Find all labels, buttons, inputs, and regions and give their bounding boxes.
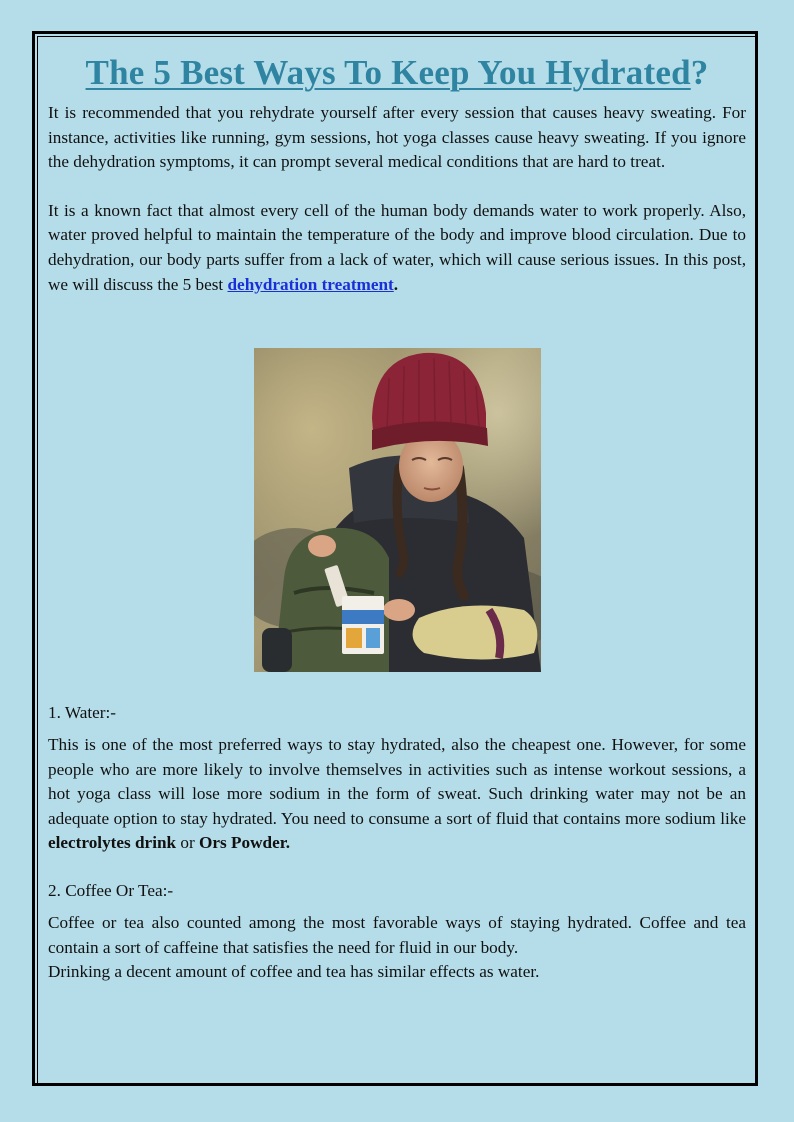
document-body bbox=[48, 44, 746, 297]
section-coffee-heading bbox=[48, 879, 746, 903]
page-title-text: The 5 Best Ways To Keep You Hydrated bbox=[85, 53, 691, 92]
section-water-text: This is one of the most preferred ways to stay hydrated, also the cheapest one. However, for some people who are more likely to involve themselves in activities such as intense workout sessions, a hot yoga class will lose more sodium in the form of sweat. Such drinking water may not be an adequate option to stay hydrated. You need to consume a sort of fluid that contains more sodium like bbox=[48, 735, 746, 828]
ors-powder-text: Ors Powder. bbox=[199, 833, 291, 853]
section-water-heading bbox=[48, 701, 746, 725]
dehydration-treatment-link[interactable]: dehydration treatment bbox=[227, 274, 394, 294]
section-coffee-paragraph: Coffee or tea also counted among the most favorable ways of staying hydrated. Coffee and tea contain a sort of caffeine that satisfies the need for fluid in our body. bbox=[48, 913, 746, 957]
section-water-body bbox=[48, 733, 746, 856]
second-paragraph bbox=[48, 199, 746, 297]
section-water-title: 1. Water:- bbox=[48, 703, 116, 722]
page-title bbox=[48, 49, 746, 97]
section-water-paragraph bbox=[48, 733, 746, 856]
second-paragraph-end: . bbox=[393, 274, 399, 294]
section-coffee-title: 2. Coffee Or Tea:- bbox=[48, 881, 174, 900]
section-coffee-paragraph-2: Drinking a decent amount of coffee and tea has similar effects as water. bbox=[48, 962, 540, 982]
hiker-photo bbox=[254, 348, 541, 672]
electrolytes-drink-text: electrolytes drink bbox=[48, 833, 177, 853]
intro-paragraph: It is recommended that you rehydrate yourself after every session that causes heavy sweating. For instance, activities like running, gym sessions, hot yoga classes cause heavy sweating. If you ignore the dehydration symptoms, it can prompt several medical conditions that are hard to treat. bbox=[48, 103, 746, 172]
section-coffee-body bbox=[48, 911, 746, 985]
second-paragraph-text: It is a known fact that almost every cell of the human body demands water to work properly. Also, water proved helpful to maintain the temperature of the body and improve blood circulation. Due to dehydration, our body parts suffer from a lack of water, which will cause serious issues. In this post, we will discuss the 5 best bbox=[48, 200, 746, 294]
page-title-mark: ? bbox=[690, 53, 709, 92]
section-water-or: or bbox=[176, 833, 200, 853]
